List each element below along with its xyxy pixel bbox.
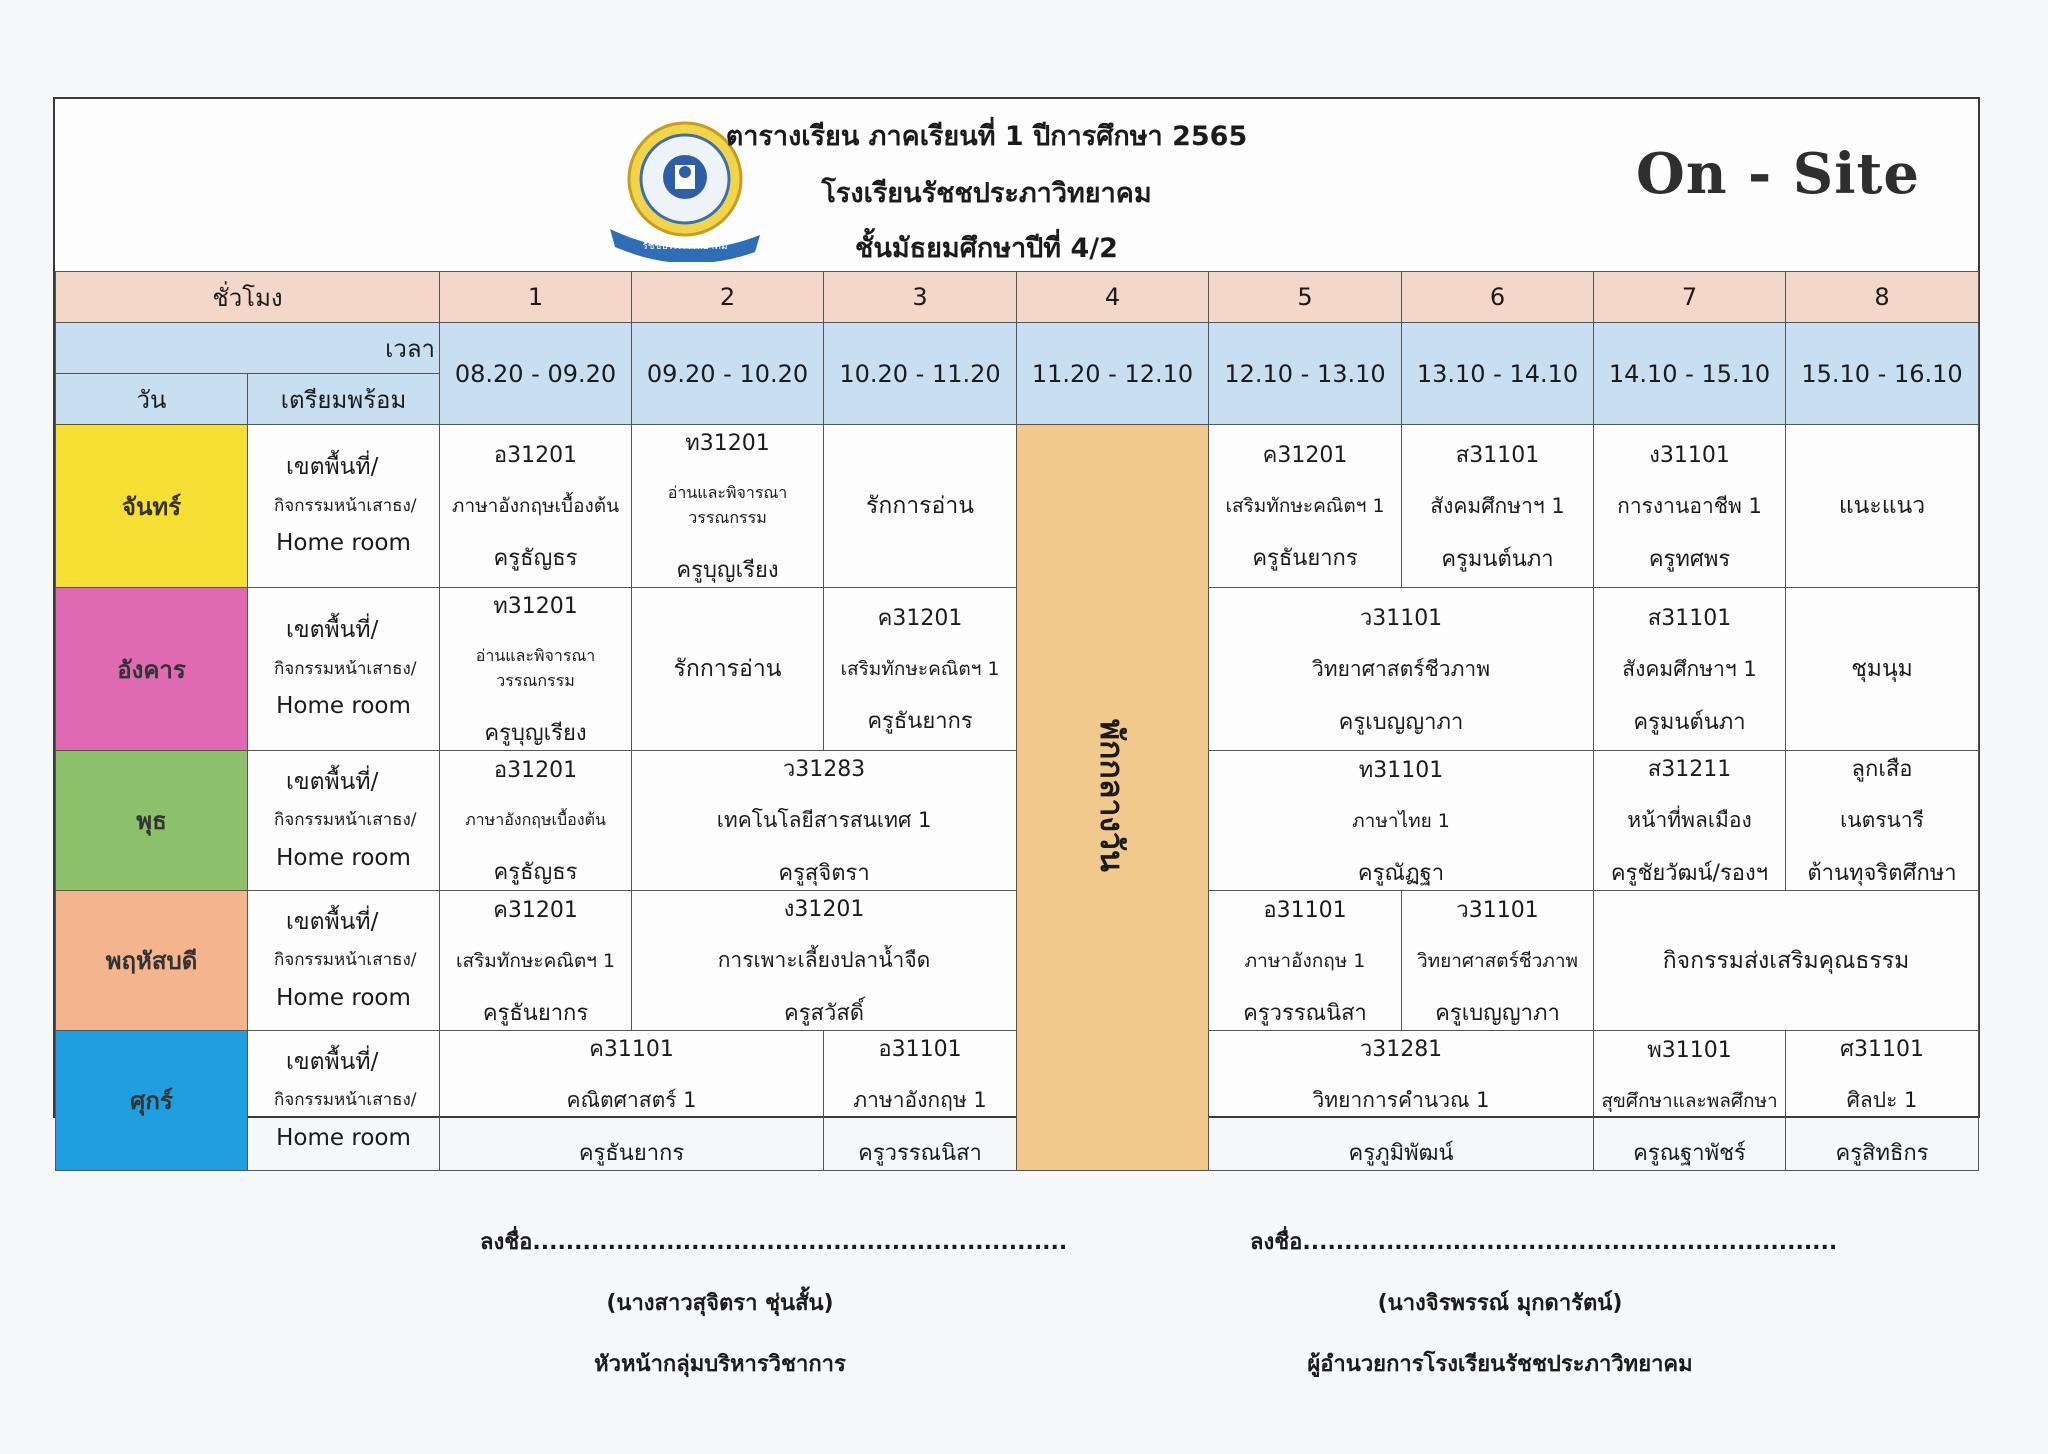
- period-header: 1: [440, 272, 632, 323]
- teacher-name: ครูทศพร: [1648, 546, 1731, 572]
- class-cell: [1786, 751, 1979, 891]
- prep-cell: [248, 751, 440, 891]
- activity-cell: กิจกรรมส่งเสริมคุณธรรม: [1594, 891, 1979, 1031]
- subject-name: สังคมศึกษาฯ 1: [1430, 493, 1565, 518]
- lunch-label: พักกลางวัน: [1093, 719, 1132, 872]
- day-thursday: พฤหัสบดี: [56, 891, 248, 1031]
- day-friday: ศุกร์: [56, 1031, 248, 1171]
- subject-name: เสริมทักษะคณิตฯ 1: [840, 658, 1000, 680]
- subject-name: การเพาะเลี้ยงปลาน้ำจืด: [717, 948, 931, 972]
- teacher-name: ครูณฐาพัชร์: [1633, 1140, 1746, 1166]
- teacher-name: ครูสุจิตรา: [778, 861, 870, 886]
- time-slot: 09.20 - 10.20: [632, 323, 824, 425]
- prep-line1: เขตพื้นที่/: [286, 908, 379, 935]
- period-header: 8: [1786, 272, 1979, 323]
- schedule-header: [55, 99, 1978, 271]
- period-header: 4: [1017, 272, 1209, 323]
- subject-code: ง31101: [1649, 442, 1730, 468]
- subject-name: การงานอาชีพ 1: [1617, 493, 1762, 518]
- class-cell: [1594, 425, 1786, 588]
- subject-code: ง31201: [783, 897, 865, 922]
- time-slot: 13.10 - 14.10: [1402, 323, 1594, 425]
- teacher-name: ครูบุญเรียง: [484, 721, 587, 746]
- subject-name: สุขศึกษาและพลศึกษา: [1601, 1089, 1778, 1112]
- period-header: 2: [632, 272, 824, 323]
- prep-line2: กิจกรรมหน้าเสาธง/: [274, 950, 417, 971]
- class-cell: [824, 588, 1017, 751]
- signer-name: (นางสาวสุจิตรา ชุ่นสั้น): [606, 1291, 834, 1316]
- subject-name: ภาษาอังกฤษเบื้องต้น: [465, 810, 606, 829]
- activity-cell: ชุมนุม: [1786, 588, 1979, 751]
- subject-name: เนตรนารี: [1840, 808, 1924, 832]
- day-monday: จันทร์: [56, 425, 248, 588]
- hour-header: ชั่วโมง: [56, 272, 440, 323]
- prep-cell: [248, 588, 440, 751]
- subject-code: ส31101: [1647, 605, 1732, 631]
- subject-code: ค31201: [1262, 443, 1348, 468]
- subject-code: ค31101: [589, 1037, 674, 1062]
- subject-name: สังคมศึกษาฯ 1: [1622, 656, 1757, 681]
- subject-name: วิทยาศาสตร์ชีวภาพ: [1311, 656, 1491, 681]
- signature-block-director: [1250, 1224, 1838, 1381]
- teacher-name: ครูสวัสดิ์: [784, 1001, 865, 1026]
- subject-name: ภาษาไทย 1: [1352, 809, 1450, 832]
- subject-code: ศ31101: [1840, 1037, 1924, 1062]
- teacher-name: ครูเบญญาภา: [1435, 1000, 1560, 1026]
- school-name: โรงเรียนรัชชประภาวิทยาคม: [821, 178, 1152, 209]
- teacher-name: ครูธันยากร: [1252, 546, 1358, 571]
- period-header: 5: [1209, 272, 1402, 323]
- subject-name: วิทยาศาสตร์ชีวภาพ: [1416, 949, 1579, 972]
- class-cell: [1402, 425, 1594, 588]
- class-cell: [1209, 425, 1402, 588]
- subject-code: ค31201: [493, 897, 578, 923]
- teacher-name: ครูมนต์นภา: [1441, 546, 1554, 572]
- teacher-name: ครูสิทธิกร: [1835, 1141, 1929, 1166]
- class-cell: [1594, 1031, 1786, 1171]
- class-cell: [632, 425, 824, 588]
- subject-name: วิทยาการคำนวณ 1: [1312, 1088, 1490, 1112]
- prep-cell: [248, 425, 440, 588]
- teacher-name: ครูธันยากร: [867, 709, 973, 734]
- subject-name: คณิตศาสตร์ 1: [566, 1088, 697, 1112]
- subject-code: ค31201: [877, 606, 963, 631]
- time-slot: 08.20 - 09.20: [440, 323, 632, 425]
- subject-code: อ31201: [493, 758, 578, 783]
- subject-code: ส31211: [1647, 757, 1732, 782]
- subject-code: อ31101: [1263, 897, 1347, 923]
- lunch-break: [1017, 425, 1209, 1171]
- teacher-name: ครูณัฏฐา: [1357, 860, 1445, 886]
- class-cell: [632, 891, 1017, 1031]
- svg-text:รัชชประภาวิทยาคม: รัชชประภาวิทยาคม: [642, 241, 728, 252]
- subject-name: ภาษาอังกฤษเบื้องต้น: [451, 495, 620, 517]
- onsite-badge: On - Site: [1636, 141, 1920, 207]
- prep-line3: Home room: [276, 530, 411, 557]
- activity-cell: รักการอ่าน: [824, 425, 1017, 588]
- subject-code: ท31201: [685, 431, 770, 456]
- signer-position: ผู้อำนวยการโรงเรียนรัชชประภาวิทยาคม: [1307, 1352, 1693, 1377]
- class-cell: [1209, 1031, 1594, 1171]
- teacher-name: ครูภูมิพัฒน์: [1348, 1141, 1454, 1166]
- teacher-name: ครูธัญธร: [493, 546, 578, 571]
- subject-name: ศิลปะ 1: [1846, 1088, 1918, 1112]
- class-cell: [440, 1031, 824, 1171]
- subject-code: ลูกเสือ: [1851, 757, 1913, 782]
- subject-name: ภาษาอังกฤษ 1: [853, 1088, 987, 1112]
- signature-line: ลงชื่อ................................................................: [480, 1230, 1068, 1255]
- prep-line3: Home room: [276, 984, 411, 1011]
- time-slot: 11.20 - 12.10: [1017, 323, 1209, 425]
- signer-position: หัวหน้ากลุ่มบริหารวิชาการ: [594, 1352, 846, 1377]
- subject-code: ท31101: [1358, 757, 1444, 783]
- prep-line1: เขตพื้นที่/: [286, 454, 379, 481]
- period-header: 6: [1402, 272, 1594, 323]
- class-cell: [824, 1031, 1017, 1171]
- prep-line2: กิจกรรมหน้าเสาธง/: [274, 810, 417, 831]
- period-header: 3: [824, 272, 1017, 323]
- subject-code: ว31283: [782, 757, 866, 782]
- prep-line2: กิจกรรมหน้าเสาธง/: [274, 495, 417, 516]
- prep-line3: Home room: [276, 1124, 411, 1151]
- day-wednesday: พุธ: [56, 751, 248, 891]
- teacher-name: ครูบุญเรียง: [676, 558, 779, 583]
- time-slot: 14.10 - 15.10: [1594, 323, 1786, 425]
- class-cell: [1209, 891, 1402, 1031]
- signature-line: ลงชื่อ................................................................: [1250, 1230, 1838, 1255]
- schedule-title: ตารางเรียน ภาคเรียนที่ 1 ปีการศึกษา 2565: [725, 121, 1248, 152]
- subject-name: เสริมทักษะคณิตฯ 1: [1225, 495, 1385, 517]
- time-label: เวลา: [56, 323, 440, 374]
- prep-line1: เขตพื้นที่/: [286, 768, 379, 795]
- timetable: [55, 271, 1979, 1171]
- subject-code: ว31281: [1359, 1037, 1443, 1062]
- prep-cell: [248, 891, 440, 1031]
- class-cell: [1594, 588, 1786, 751]
- activity-cell: รักการอ่าน: [632, 588, 824, 751]
- class-cell: [1209, 588, 1594, 751]
- class-cell: [632, 751, 1017, 891]
- subject-code: ว31101: [1456, 897, 1539, 923]
- subject-code: อ31201: [493, 443, 578, 468]
- subject-name: เสริมทักษะคณิตฯ 1: [455, 949, 616, 972]
- subject-code: อ31101: [878, 1037, 962, 1062]
- teacher-name: ครูธัญธร: [493, 860, 578, 885]
- prep-line3: Home room: [276, 844, 411, 871]
- prep-line1: เขตพื้นที่/: [286, 617, 379, 644]
- class-cell: [1786, 1031, 1979, 1171]
- class-cell: [440, 588, 632, 751]
- subject-name: อ่านและพิจารณาวรรณกรรม: [667, 483, 788, 527]
- prep-cell: [248, 1031, 440, 1171]
- teacher-name: ครูวรรณนิสา: [858, 1141, 982, 1166]
- time-slot: 12.10 - 13.10: [1209, 323, 1402, 425]
- subject-code: ส31101: [1455, 442, 1540, 468]
- period-header: 7: [1594, 272, 1786, 323]
- day-header: วัน: [56, 374, 248, 425]
- subject-code: ท31201: [493, 594, 578, 619]
- teacher-name: ครูมนต์นภา: [1633, 709, 1746, 735]
- prep-line2: กิจกรรมหน้าเสาธง/: [274, 1090, 417, 1111]
- day-tuesday: อังคาร: [56, 588, 248, 751]
- teacher-name: ครูวรรณนิสา: [1243, 1000, 1367, 1026]
- class-level: ชั้นมัธยมศึกษาปีที่ 4/2: [855, 233, 1118, 264]
- subject-name: หน้าที่พลเมือง: [1627, 808, 1752, 832]
- teacher-name: ครูธันยากร: [578, 1141, 685, 1166]
- activity-cell: แนะแนว: [1786, 425, 1979, 588]
- prep-line3: Home room: [276, 693, 411, 720]
- teacher-name: ครูเบญญาภา: [1338, 709, 1464, 735]
- subject-name: อ่านและพิจารณาวรรณกรรม: [475, 646, 596, 690]
- subject-code: พ31101: [1647, 1037, 1732, 1063]
- prep-line2: กิจกรรมหน้าเสาธง/: [274, 658, 417, 679]
- class-cell: [1209, 751, 1594, 891]
- signer-name: (นางจิรพรรณ์ มุกดารัตน์): [1377, 1291, 1623, 1316]
- time-slot: 10.20 - 11.20: [824, 323, 1017, 425]
- prep-header: เตรียมพร้อม: [248, 374, 440, 425]
- time-slot: 15.10 - 16.10: [1786, 323, 1979, 425]
- class-cell: [1402, 891, 1594, 1031]
- class-cell: [440, 425, 632, 588]
- subject-name: เทคโนโลยีสารสนเทศ 1: [716, 808, 932, 832]
- class-cell: [440, 751, 632, 891]
- prep-line1: เขตพื้นที่/: [286, 1048, 379, 1075]
- schedule-sheet: [53, 97, 1980, 1166]
- class-cell: [1594, 751, 1786, 891]
- signature-block-academic: [480, 1224, 1068, 1381]
- class-cell: [440, 891, 632, 1031]
- subject-name: ภาษาอังกฤษ 1: [1244, 949, 1366, 972]
- teacher-name: ครูชัยวัฒน์/รองฯ: [1610, 861, 1769, 886]
- teacher-name: ครูธันยากร: [482, 1000, 589, 1026]
- subject-code: ว31101: [1359, 605, 1443, 631]
- teacher-name: ต้านทุจริตศึกษา: [1807, 861, 1957, 886]
